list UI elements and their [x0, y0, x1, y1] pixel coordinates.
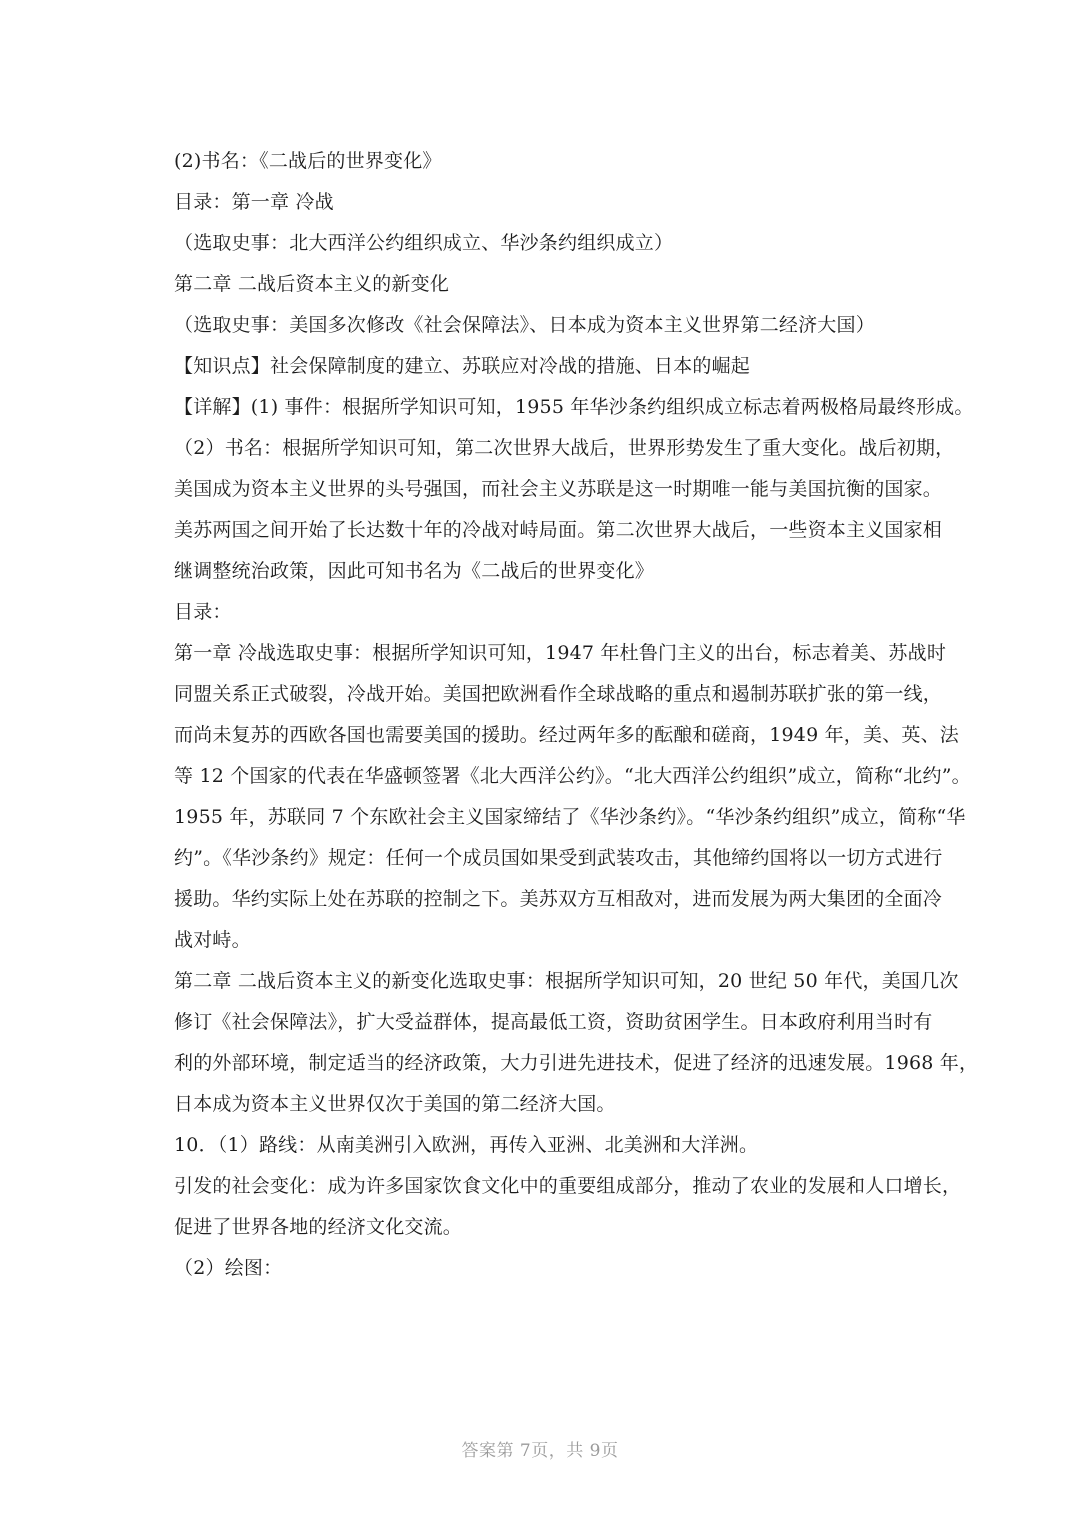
paragraph-line: （2）书名：根据所学知识可知，第二次世界大战后，世界形势发生了重大变化。战后初期， — [174, 437, 955, 459]
paragraph-line: 美国成为资本主义世界的头号强国，而社会主义苏联是这一时期唯一能与美国抗衡的国家。 — [174, 478, 943, 500]
paragraph-line: 促进了世界各地的经济文化交流。 — [174, 1216, 463, 1238]
paragraph-line: 1955 年，苏联同 7 个东欧社会主义国家缔结了《华沙条约》。“华沙条约组织”成立，简称“华 — [174, 806, 966, 828]
paragraph-line: 约”。《华沙条约》规定：任何一个成员国如果受到武装攻击，其他缔约国将以一切方式进行 — [174, 847, 943, 869]
knowledge-point-line: 【知识点】社会保障制度的建立、苏联应对冷战的措施、日本的崛起 — [174, 355, 751, 377]
explanation-line: 【详解】(1) 事件：根据所学知识可知，1955 年华沙条约组织成立标志着两极格局最终形成。 — [174, 396, 974, 418]
paragraph-line: 引发的社会变化：成为许多国家饮食文化中的重要组成部分，推动了农业的发展和人口增长， — [174, 1175, 962, 1197]
paragraph-line: 继调整统治政策，因此可知书名为《二战后的世界变化》 — [174, 560, 655, 582]
paragraph-line: 而尚未复苏的西欧各国也需要美国的援助。经过两年多的酝酿和磋商，1949 年，美、英、法 — [174, 724, 959, 746]
page-footer: 答案第 7页，共 9页 — [461, 1441, 619, 1461]
paragraph-line: 第一章 冷战选取史事：根据所学知识可知，1947 年杜鲁门主义的出台，标志着美、苏战时 — [174, 642, 947, 664]
paragraph-line: 同盟关系正式破裂，冷战开始。美国把欧洲看作全球战略的重点和遏制苏联扩张的第一线， — [174, 683, 943, 705]
answer-content — [174, 141, 979, 1289]
paragraph-line: 战对峙。 — [174, 929, 251, 951]
question-10-route-line: 10．（1）路线：从南美洲引入欧洲，再传入亚洲、北美洲和大洋洲。 — [174, 1134, 759, 1156]
paragraph-line: 美苏两国之间开始了长达数十年的冷战对峙局面。第二次世界大战后，一些资本主义国家相 — [174, 519, 943, 541]
paragraph-line: 修订《社会保障法》，扩大受益群体，提高最低工资，资助贫困学生。日本政府利用当时有 — [174, 1011, 933, 1033]
paragraph-line: 等 12 个国家的代表在华盛顿签署《北大西洋公约》。“北大西洋公约组织”成立，简称“北约”。 — [174, 765, 971, 787]
paragraph-line: 日本成为资本主义世界仅次于美国的第二经济大国。 — [174, 1093, 616, 1115]
paragraph-line: 第二章 二战后资本主义的新变化选取史事：根据所学知识可知，20 世纪 50 年代，美国几次 — [174, 970, 959, 992]
paragraph-line: 援助。华约实际上处在苏联的控制之下。美苏双方互相敌对，进而发展为两大集团的全面冷 — [174, 888, 943, 910]
chapter-1-events-line: （选取史事：北大西洋公约组织成立、华沙条约组织成立） — [174, 232, 674, 254]
contents-chapter-1-line: 目录：第一章 冷战 — [174, 191, 334, 213]
paragraph-line: 利的外部环境，制定适当的经济政策，大力引进先进技术，促进了经济的迅速发展。1968 年， — [174, 1052, 979, 1074]
contents-heading-line: 目录： — [174, 601, 232, 623]
book-title-line: (2)书名：《二战后的世界变化》 — [174, 150, 442, 172]
contents-chapter-2-line: 第二章 二战后资本主义的新变化 — [174, 273, 450, 295]
chapter-2-events-line: （选取史事：美国多次修改《社会保障法》、日本成为资本主义世界第二经济大国） — [174, 314, 875, 336]
drawing-prompt-line: （2）绘图： — [174, 1257, 283, 1279]
